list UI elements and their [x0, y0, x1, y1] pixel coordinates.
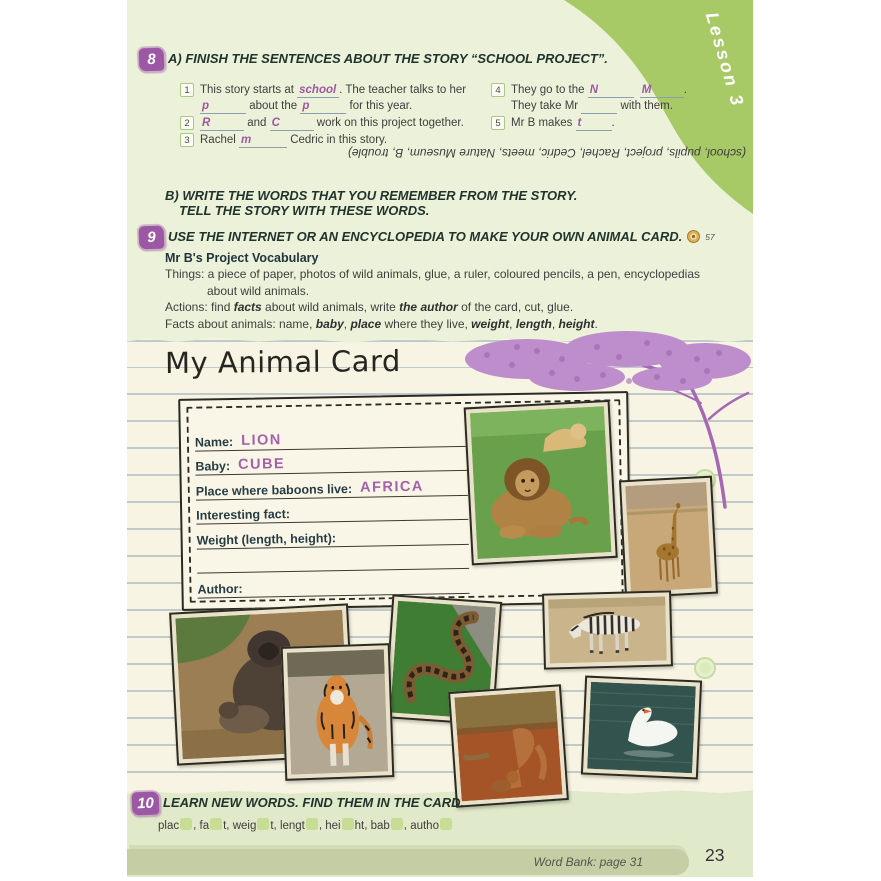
missing-letter-box: [210, 818, 222, 830]
word-fragment: ht: [354, 819, 365, 832]
gap-word: [158, 820, 193, 832]
animal-card: [178, 391, 632, 611]
sentence-text: Rachel: [200, 134, 239, 146]
handwritten-answer: p: [300, 100, 346, 114]
card-field-label: Place where baboons live:: [195, 481, 353, 499]
missing-letter-box: [306, 818, 318, 830]
missing-letter-box: [440, 818, 452, 830]
project-vocabulary: [165, 250, 753, 332]
photo-swan: [581, 675, 702, 779]
separator: ,: [364, 819, 371, 832]
handwritten-answer: t: [576, 117, 612, 131]
word-fragment: hei: [325, 819, 341, 832]
exercise-8-right-column: [491, 82, 729, 132]
animal-card-fields: [195, 422, 470, 598]
word-fragment: fa: [199, 819, 210, 832]
missing-letter-box: [257, 818, 269, 830]
item-number-box: 2: [180, 116, 194, 130]
gap-word: [410, 820, 453, 832]
card-field-label: Weight (length, height):: [196, 530, 337, 548]
gap-word: [371, 820, 404, 832]
sentence-text: of the card, cut, glue.: [457, 300, 574, 315]
sentence-text: ,: [551, 316, 559, 331]
handwritten-answer: M: [640, 84, 684, 98]
sentence-text: Mr B makes: [511, 117, 576, 129]
vocab-keyword: baby: [315, 316, 344, 331]
vocab-actions-line: [165, 299, 753, 315]
exercise-8-title: A) FINISH THE SENTENCES ABOUT THE STORY “SCHOOL PROJECT”.: [168, 51, 608, 66]
sentence-item: [180, 115, 485, 131]
photo-zebra: [542, 590, 673, 669]
hole-reinforcement-ring: [694, 657, 716, 679]
item-number-box: 4: [491, 83, 505, 97]
photo-lion: [464, 400, 618, 565]
sentence-text: work on this project together.: [313, 117, 464, 129]
handwritten-answer: m: [239, 134, 287, 148]
gap-word: [200, 820, 227, 832]
word-bank-reference: Word Bank: page 31: [533, 855, 643, 869]
word-fragment: autho: [410, 819, 439, 832]
sentence: [200, 115, 464, 131]
sentence-text: Cedric in this story.: [287, 134, 388, 146]
sentence: [200, 82, 466, 114]
sentence-text: with them.: [617, 100, 673, 112]
vocab-things-line: [165, 266, 753, 299]
word-fragment: bab: [370, 819, 390, 832]
word-fragment: t: [270, 819, 274, 832]
photo-tiger: [281, 643, 395, 781]
exercise-8b-line1: B) WRITE THE WORDS THAT YOU REMEMBER FROM THE STORY.: [165, 188, 578, 203]
word-fragment: weig: [232, 819, 257, 832]
sentence-text: .: [594, 316, 598, 331]
gap-word: [233, 820, 274, 832]
separator: ,: [226, 819, 233, 832]
vocab-keyword: facts: [233, 300, 262, 315]
vocab-keyword: place: [350, 316, 382, 331]
audio-track-number: 57: [705, 231, 715, 242]
vocab-keyword: the author: [399, 300, 458, 315]
exercise-9-title: USE THE INTERNET OR AN ENCYCLOPEDIA TO MAKE YOUR OWN ANIMAL CARD.: [168, 229, 683, 244]
vocab-keyword: height: [558, 316, 595, 331]
separator: ,: [403, 819, 411, 832]
separator: ,: [193, 819, 200, 832]
sentence: [511, 115, 615, 131]
sentence-text: about wild animals, write: [261, 300, 400, 315]
sentence-text: ,: [509, 316, 516, 331]
sentence-text: .: [611, 117, 615, 129]
handwritten-answer: N: [588, 84, 634, 98]
vocab-keyword: weight: [471, 316, 510, 331]
word-fragment: plac: [158, 819, 180, 832]
sentence-text: about the: [246, 100, 301, 112]
exercise-8-left-column: [180, 82, 485, 149]
card-field-label: Author:: [197, 581, 243, 597]
sentence-text: for this year.: [346, 100, 413, 112]
gap-word: [325, 820, 364, 832]
sentence-text: They take Mr: [511, 100, 582, 112]
separator: ,: [318, 819, 326, 832]
card-field-label: Baby:: [195, 459, 231, 474]
upside-down-answer-key: (school, pupils, project, Rachel, Cedric, meets, Nature Museum, B, trouble): [347, 146, 746, 160]
gap-word: [280, 820, 319, 832]
sentence: [511, 82, 687, 114]
missing-letter-box: [180, 818, 192, 830]
item-number-box: 3: [180, 133, 194, 147]
sentence-text: Facts about animals: name,: [165, 316, 316, 331]
handwritten-answer: p: [200, 100, 246, 114]
animal-card-title: My Animal Card: [164, 343, 401, 381]
photo-kangaroo: [448, 684, 569, 808]
separator: ,: [273, 819, 280, 832]
audio-disc-icon: [687, 230, 700, 243]
sentence-item: [180, 82, 485, 114]
sentence-text: This story starts at: [200, 84, 298, 96]
exercise-10-title: LEARN NEW WORDS. FIND THEM IN THE CARD.: [163, 795, 465, 810]
card-field-row: [197, 569, 469, 598]
lesson-tab: Lesson 3: [701, 10, 749, 110]
sentence-text: . The teacher talks to her: [339, 84, 467, 96]
handwritten-answer: R: [200, 117, 244, 131]
word-fragment: t: [223, 819, 227, 832]
card-field-label: Interesting fact:: [196, 507, 291, 523]
sentence-text: Actions: find: [165, 300, 234, 315]
exercise-8-badge: 8: [139, 48, 165, 72]
word-fragment: lengt: [279, 819, 305, 832]
vocab-title: Mr B's Project Vocabulary: [165, 251, 319, 265]
book-page: [127, 0, 753, 877]
exercise-8b-line2: TELL THE STORY WITH THESE WORDS.: [179, 203, 430, 218]
sentence-text: ,: [343, 316, 351, 331]
missing-letter-box: [391, 818, 403, 830]
sentence-text: and: [244, 117, 270, 129]
handwritten-answer: C: [270, 117, 314, 131]
exercise-8b-heading: [165, 188, 577, 218]
page-number: 23: [705, 845, 725, 865]
exercise-9-badge: 9: [139, 226, 165, 250]
handwritten-answer: school: [297, 84, 339, 98]
card-field-handwritten-value: CUBE: [237, 456, 286, 473]
sentence-text: Things: a piece of paper, photos of wild animals, glue, a ruler, coloured pencils, a pen, encyclopedias: [165, 267, 700, 282]
missing-letter-box: [342, 818, 354, 830]
sentence-item: [491, 115, 729, 131]
sentence-item: [491, 82, 729, 114]
card-field-handwritten-value: AFRICA: [359, 478, 424, 496]
answer-blank: [581, 100, 617, 114]
sentence-text: about wild animals.: [207, 283, 310, 298]
footer-band: [127, 849, 689, 875]
item-number-box: 5: [491, 116, 505, 130]
photo-giraffe: [619, 476, 718, 599]
card-field-handwritten-value: LION: [240, 431, 282, 449]
sentence-text: .: [683, 84, 687, 96]
card-field-label: Name:: [194, 434, 234, 450]
item-number-box: 1: [180, 83, 194, 97]
vocab-keyword: length: [515, 316, 552, 331]
notebook-paper-content: [127, 337, 753, 795]
sentence-text: where they live,: [381, 316, 472, 331]
gap-fill-word-list: [158, 818, 453, 832]
exercise-10-badge: 10: [132, 792, 160, 816]
sentence-text: They go to the: [511, 84, 588, 96]
